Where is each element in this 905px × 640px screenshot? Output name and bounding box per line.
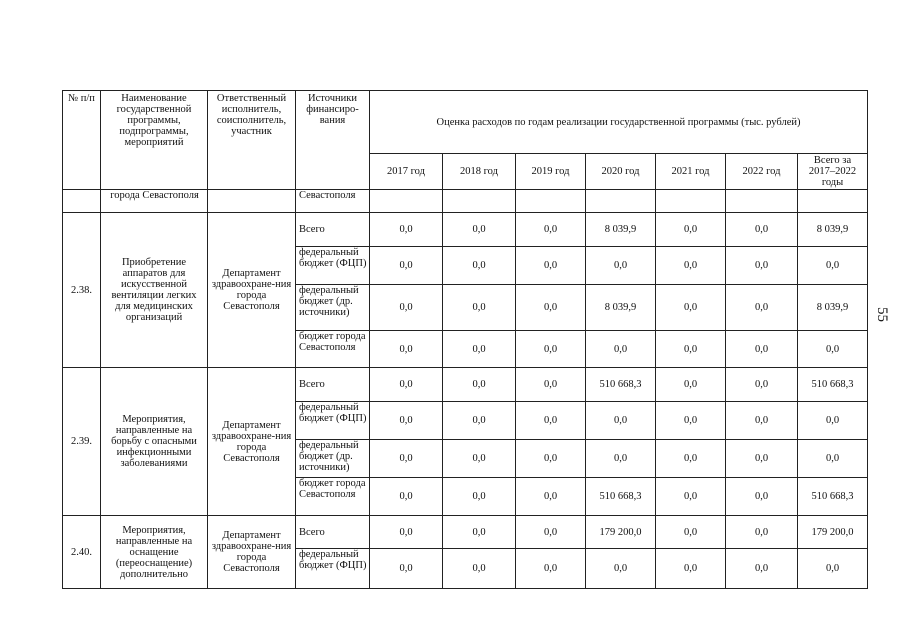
header-total: Всего за 2017–2022 годы bbox=[798, 154, 868, 190]
source-label: Всего bbox=[296, 368, 370, 402]
header-year-2018: 2018 год bbox=[443, 154, 516, 190]
value-cell: 0,0 bbox=[370, 247, 443, 285]
value-cell: 0,0 bbox=[516, 247, 586, 285]
value-cell: 0,0 bbox=[370, 285, 443, 331]
table-row bbox=[63, 213, 868, 247]
value-cell: 0,0 bbox=[586, 440, 656, 478]
value-cell: 0,0 bbox=[798, 247, 868, 285]
value-cell: 0,0 bbox=[726, 213, 798, 247]
page-number: 55 bbox=[874, 307, 890, 322]
header-responsible: Ответственный исполнитель, соисполнитель, участник bbox=[208, 91, 296, 190]
value-cell: 0,0 bbox=[798, 402, 868, 440]
continuation-source: Севастополя bbox=[296, 190, 370, 213]
value-cell: 0,0 bbox=[656, 331, 726, 368]
source-label: Всего bbox=[296, 516, 370, 549]
value-cell: 0,0 bbox=[370, 549, 443, 589]
value-cell: 0,0 bbox=[443, 213, 516, 247]
value-cell: 0,0 bbox=[516, 440, 586, 478]
source-label: федеральный бюджет (др. источники) bbox=[296, 440, 370, 478]
value-cell: 8 039,9 bbox=[586, 213, 656, 247]
header-year-2019: 2019 год bbox=[516, 154, 586, 190]
source-label: Всего bbox=[296, 213, 370, 247]
value-cell: 0,0 bbox=[586, 247, 656, 285]
value-cell: 0,0 bbox=[370, 213, 443, 247]
value-cell: 510 668,3 bbox=[586, 478, 656, 516]
value-cell: 510 668,3 bbox=[586, 368, 656, 402]
value-cell: 0,0 bbox=[726, 440, 798, 478]
value-cell: 8 039,9 bbox=[798, 285, 868, 331]
value-cell: 0,0 bbox=[656, 285, 726, 331]
value-cell: 0,0 bbox=[726, 549, 798, 589]
value-cell: 0,0 bbox=[443, 247, 516, 285]
value-cell: 179 200,0 bbox=[586, 516, 656, 549]
value-cell: 0,0 bbox=[443, 331, 516, 368]
value-cell: 0,0 bbox=[726, 478, 798, 516]
item-responsible: Департамент здравоохране-ния города Севастополя bbox=[208, 213, 296, 368]
value-cell: 0,0 bbox=[798, 331, 868, 368]
header-year-2017: 2017 год bbox=[370, 154, 443, 190]
table-row bbox=[63, 516, 868, 549]
item-number: 2.38. bbox=[63, 213, 101, 368]
item-responsible: Департамент здравоохране-ния города Севастополя bbox=[208, 516, 296, 589]
item-number: 2.40. bbox=[63, 516, 101, 589]
value-cell: 8 039,9 bbox=[798, 213, 868, 247]
value-cell: 0,0 bbox=[443, 478, 516, 516]
value-cell: 0,0 bbox=[443, 368, 516, 402]
value-cell: 510 668,3 bbox=[798, 368, 868, 402]
value-cell: 0,0 bbox=[370, 402, 443, 440]
value-cell: 0,0 bbox=[370, 478, 443, 516]
value-cell: 0,0 bbox=[656, 368, 726, 402]
value-cell: 0,0 bbox=[726, 331, 798, 368]
value-cell: 0,0 bbox=[516, 402, 586, 440]
value-cell: 0,0 bbox=[726, 368, 798, 402]
value-cell: 0,0 bbox=[726, 247, 798, 285]
value-cell: 0,0 bbox=[443, 285, 516, 331]
value-cell: 0,0 bbox=[798, 440, 868, 478]
value-cell: 0,0 bbox=[726, 402, 798, 440]
source-label: бюджет города Севастополя bbox=[296, 478, 370, 516]
source-label: федеральный бюджет (ФЦП) bbox=[296, 549, 370, 589]
value-cell: 179 200,0 bbox=[798, 516, 868, 549]
value-cell: 0,0 bbox=[370, 368, 443, 402]
value-cell: 510 668,3 bbox=[798, 478, 868, 516]
value-cell: 0,0 bbox=[516, 516, 586, 549]
value-cell: 0,0 bbox=[726, 285, 798, 331]
value-cell: 0,0 bbox=[656, 516, 726, 549]
source-label: федеральный бюджет (др. источники) bbox=[296, 285, 370, 331]
item-name: Приобретение аппаратов для искусственной вентиляции легких для медицинских организаций bbox=[101, 213, 208, 368]
continuation-name: города Севастополя bbox=[101, 190, 208, 213]
value-cell: 0,0 bbox=[656, 402, 726, 440]
header-num: № п/п bbox=[63, 91, 101, 190]
value-cell: 0,0 bbox=[443, 516, 516, 549]
value-cell: 0,0 bbox=[656, 213, 726, 247]
value-cell: 0,0 bbox=[656, 549, 726, 589]
value-cell: 0,0 bbox=[586, 549, 656, 589]
header-name: Наименование государственной программы, подпрограммы, мероприятий bbox=[101, 91, 208, 190]
item-name: Мероприятия, направленные на оснащение (переоснащение) дополнительно bbox=[101, 516, 208, 589]
item-responsible: Департамент здравоохране-ния города Севастополя bbox=[208, 368, 296, 516]
value-cell: 0,0 bbox=[443, 402, 516, 440]
header-year-2022: 2022 год bbox=[726, 154, 798, 190]
value-cell: 0,0 bbox=[656, 440, 726, 478]
value-cell: 0,0 bbox=[370, 331, 443, 368]
value-cell: 0,0 bbox=[516, 285, 586, 331]
value-cell: 8 039,9 bbox=[586, 285, 656, 331]
value-cell: 0,0 bbox=[586, 331, 656, 368]
item-number: 2.39. bbox=[63, 368, 101, 516]
value-cell: 0,0 bbox=[656, 247, 726, 285]
item-name: Мероприятия, направленные на борьбу с опасными инфекционными заболеваниями bbox=[101, 368, 208, 516]
value-cell: 0,0 bbox=[516, 549, 586, 589]
header-sources: Источники финансиро-вания bbox=[296, 91, 370, 190]
value-cell: 0,0 bbox=[798, 549, 868, 589]
value-cell: 0,0 bbox=[516, 331, 586, 368]
continuation-row bbox=[63, 190, 868, 213]
source-label: федеральный бюджет (ФЦП) bbox=[296, 247, 370, 285]
source-label: бюджет города Севастополя bbox=[296, 331, 370, 368]
budget-table bbox=[62, 90, 868, 589]
table-row bbox=[63, 368, 868, 402]
source-label: федеральный бюджет (ФЦП) bbox=[296, 402, 370, 440]
header-year-2020: 2020 год bbox=[586, 154, 656, 190]
value-cell: 0,0 bbox=[370, 440, 443, 478]
value-cell: 0,0 bbox=[726, 516, 798, 549]
value-cell: 0,0 bbox=[516, 478, 586, 516]
header-year-2021: 2021 год bbox=[656, 154, 726, 190]
value-cell: 0,0 bbox=[370, 516, 443, 549]
value-cell: 0,0 bbox=[443, 440, 516, 478]
value-cell: 0,0 bbox=[443, 549, 516, 589]
value-cell: 0,0 bbox=[586, 402, 656, 440]
value-cell: 0,0 bbox=[516, 368, 586, 402]
header-estimate: Оценка расходов по годам реализации государственной программы (тыс. рублей) bbox=[370, 91, 868, 154]
value-cell: 0,0 bbox=[516, 213, 586, 247]
value-cell: 0,0 bbox=[656, 478, 726, 516]
